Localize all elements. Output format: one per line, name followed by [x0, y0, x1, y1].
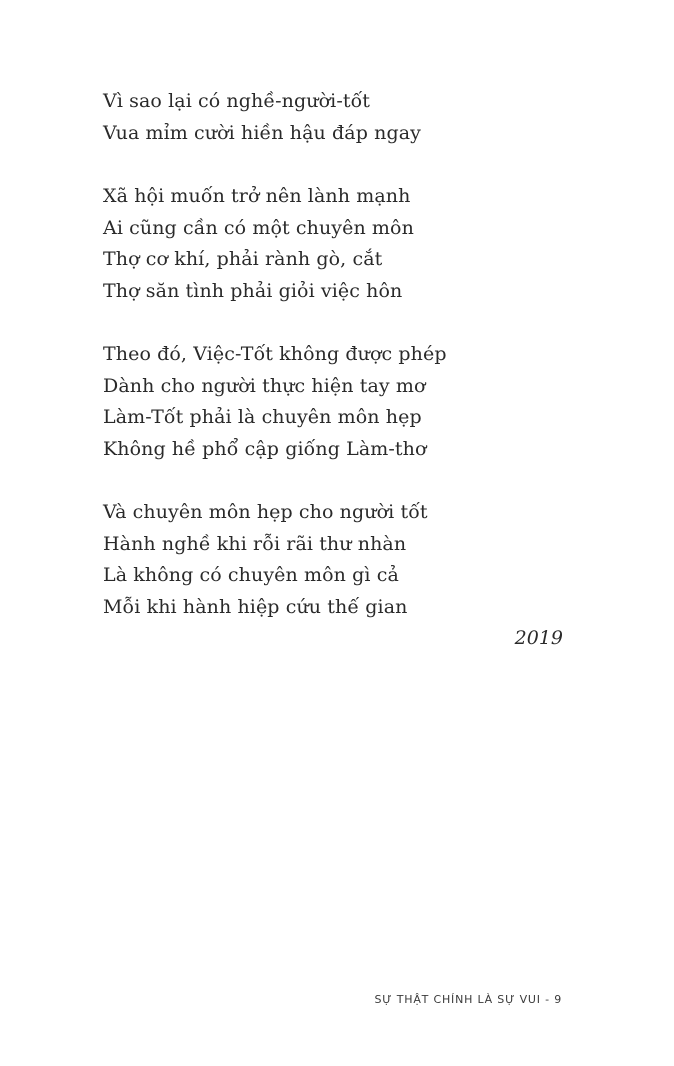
running-footer: SỰ THẬT CHÍNH LÀ SỰ VUI - 9 [374, 993, 562, 1006]
poem-line: Và chuyên môn hẹp cho người tốt [103, 501, 428, 523]
poem-line: Thợ cơ khí, phải rành gò, cắt [103, 248, 383, 270]
poem-line: Vì sao lại có nghề-người-tốt [103, 90, 371, 112]
poem-body [103, 86, 573, 655]
poem-line: Ai cũng cần có một chuyên môn [103, 216, 414, 239]
poem-line: Mỗi khi hành hiệp cứu thế gian [103, 595, 408, 618]
poem-line: Không hề phổ cập giống Làm-thơ [103, 437, 427, 460]
poem-line: Xã hội muốn trở nên lành mạnh [103, 185, 411, 207]
stanza-4 [103, 497, 573, 623]
poem-line: Dành cho người thực hiện tay mơ [103, 374, 426, 397]
poem-line: Làm-Tốt phải là chuyên môn hẹp [103, 406, 422, 428]
stanza-3 [103, 339, 573, 465]
stanza-2 [103, 181, 573, 307]
poem-line: Hành nghề khi rỗi rãi thư nhàn [103, 532, 407, 555]
poem-year: 2019 [514, 627, 563, 649]
poem-line: Theo đó, Việc-Tốt không được phép [103, 343, 447, 365]
poem-line: Thợ săn tình phải giỏi việc hôn [103, 279, 403, 302]
poem-line: Là không có chuyên môn gì cả [103, 564, 399, 586]
poem-line: Vua mỉm cười hiền hậu đáp ngay [103, 121, 421, 144]
stanza-1 [103, 86, 573, 149]
